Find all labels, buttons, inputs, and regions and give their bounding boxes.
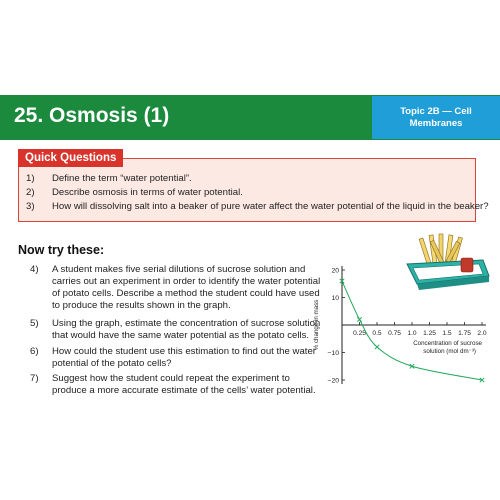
quick-question bbox=[26, 172, 489, 186]
question-item bbox=[30, 264, 322, 312]
question-text: How could the student use this estimation to find out the water potential of the potato cells? bbox=[52, 346, 316, 369]
x-tick-label: 1.0 bbox=[407, 330, 417, 337]
y-tick-label: −10 bbox=[327, 349, 339, 357]
x-tick-label: 0.25 bbox=[353, 330, 366, 337]
y-tick-label: 10 bbox=[331, 294, 339, 302]
question-text: Describe osmosis in terms of water potential. bbox=[52, 187, 243, 198]
y-axis-label: % change in mass bbox=[313, 299, 320, 351]
quick-question bbox=[26, 200, 489, 214]
question-item bbox=[30, 373, 322, 397]
question-text: Define the term “water potential”. bbox=[52, 173, 192, 184]
question-text: Using the graph, estimate the concentration of sucrose solution that would have the same water potential as the potato cells. bbox=[52, 318, 321, 341]
question-number: 6) bbox=[30, 346, 39, 357]
x-axis-label-line-2: solution (mol dm⁻³) bbox=[423, 348, 476, 355]
quick-questions-label: Quick Questions bbox=[18, 149, 123, 167]
question-number: 7) bbox=[30, 373, 39, 384]
question-text: Suggest how the student could repeat the experiment to produce a more accurate estimate of the cells’ water potential. bbox=[52, 373, 316, 396]
now-try-heading: Now try these: bbox=[18, 243, 105, 257]
question-number: 5) bbox=[30, 318, 39, 329]
x-axis-label: Concentration of sucrose bbox=[413, 340, 482, 347]
question-number: 1) bbox=[26, 173, 35, 184]
topic-line-2: Membranes bbox=[409, 117, 463, 129]
quick-question bbox=[26, 186, 489, 200]
quick-questions-list bbox=[26, 172, 489, 214]
topic-badge bbox=[372, 96, 500, 139]
x-tick-label: 2.0 bbox=[477, 330, 487, 337]
x-tick-label: 1.75 bbox=[458, 330, 471, 337]
question-number: 4) bbox=[30, 264, 39, 275]
mass-change-chart bbox=[306, 262, 496, 392]
x-tick-label: 0.75 bbox=[388, 330, 401, 337]
x-tick-label: 1.5 bbox=[442, 330, 452, 337]
question-number: 2) bbox=[26, 187, 35, 198]
question-number: 3) bbox=[26, 201, 35, 212]
question-text: A student makes five serial dilutions of sucrose solution and carries out an experiment in order to identify the water potential of potato cells. Describe a method the student could have used to produce the results shown in the graph. bbox=[52, 264, 321, 311]
question-item bbox=[30, 318, 322, 342]
x-tick-label: 1.25 bbox=[423, 330, 436, 337]
question-text: How will dissolving salt into a beaker of pure water affect the water potential of the liquid in the beaker? bbox=[52, 201, 489, 212]
x-tick-label: 0.5 bbox=[372, 330, 382, 337]
topic-line-1: Topic 2B — Cell bbox=[400, 105, 472, 117]
question-item bbox=[30, 346, 322, 370]
data-point bbox=[375, 345, 379, 349]
y-tick-label: 20 bbox=[331, 267, 339, 275]
y-tick-label: −20 bbox=[327, 377, 339, 385]
page-title: 25. Osmosis (1) bbox=[14, 104, 170, 127]
data-point bbox=[357, 317, 361, 321]
